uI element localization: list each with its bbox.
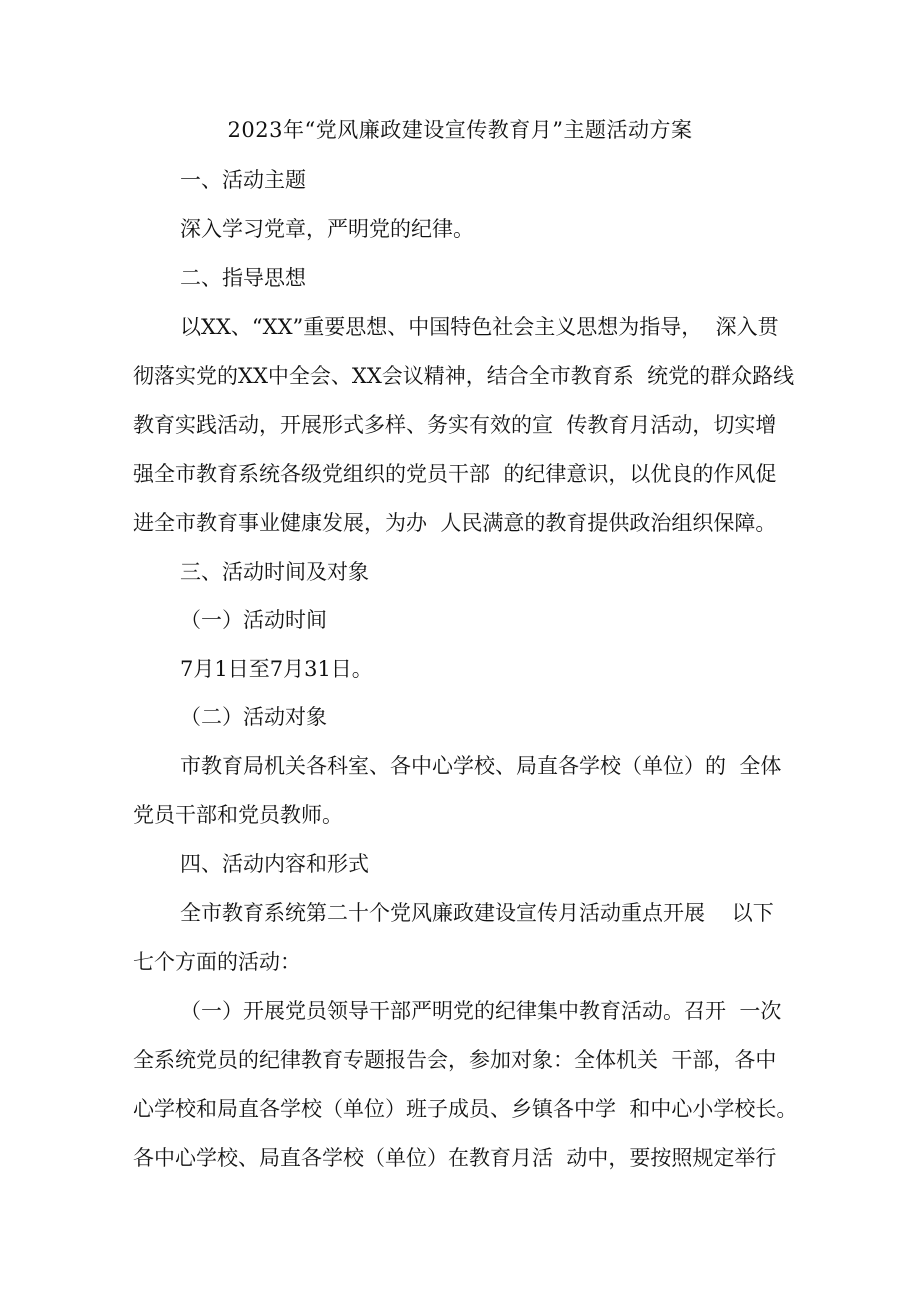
subsection-heading-time: （一）活动时间 — [180, 608, 327, 632]
paragraph-line: 教育实践活动，开展形式多样、务实有效的宣 传教育月活动，切实增 — [133, 413, 777, 437]
section-heading-theme: 一、活动主题 — [180, 168, 306, 192]
paragraph-line: 市教育局机关各科室、各中心学校、局直各学校（单位）的 全体 — [180, 754, 782, 778]
paragraph-line: 强全市教育系统各级党组织的党员干部 的纪律意识，以优良的作风促 — [133, 462, 777, 486]
paragraph-line: 党员干部和党员教师。 — [133, 803, 343, 827]
paragraph-line: 进全市教育事业健康发展，为办 人民满意的教育提供政治组织保障。 — [133, 511, 777, 535]
paragraph-line: 七个方面的活动： — [133, 950, 301, 974]
paragraph-line: 彻落实党的XX中全会、XX会议精神，结合全市教育系 统党的群众路线 — [133, 364, 795, 388]
paragraph-line: 以XX、“XX”重要思想、中国特色社会主义思想为指导， 深入贯 — [180, 315, 779, 339]
paragraph-line: （一）开展党员领导干部严明党的纪律集中教育活动。召开 一次 — [180, 999, 782, 1023]
paragraph-line: 全系统党员的纪律教育专题报告会，参加对象：全体机关 干部，各中 — [133, 1048, 777, 1072]
paragraph-line: 心学校和局直各学校（单位）班子成员、乡镇各中学 和中心小学校长。 — [133, 1097, 798, 1121]
paragraph-line: 7月1日至7月31日。 — [180, 657, 373, 681]
section-heading-time-target: 三、活动时间及对象 — [180, 560, 369, 584]
section-heading-guidance: 二、指导思想 — [180, 266, 306, 290]
subsection-heading-target: （二）活动对象 — [180, 705, 327, 729]
paragraph-line: 各中心学校、局直各学校（单位）在教育月活 动中，要按照规定举行 — [133, 1146, 777, 1170]
paragraph-line: 全市教育系统第二十个党风廉政建设宣传月活动重点开展 以下 — [180, 901, 774, 925]
paragraph-line: 深入学习党章，严明党的纪律。 — [180, 217, 474, 241]
document-title: 2023年“党风廉政建设宣传教育月”主题活动方案 — [227, 118, 693, 142]
section-heading-content: 四、活动内容和形式 — [180, 852, 369, 876]
